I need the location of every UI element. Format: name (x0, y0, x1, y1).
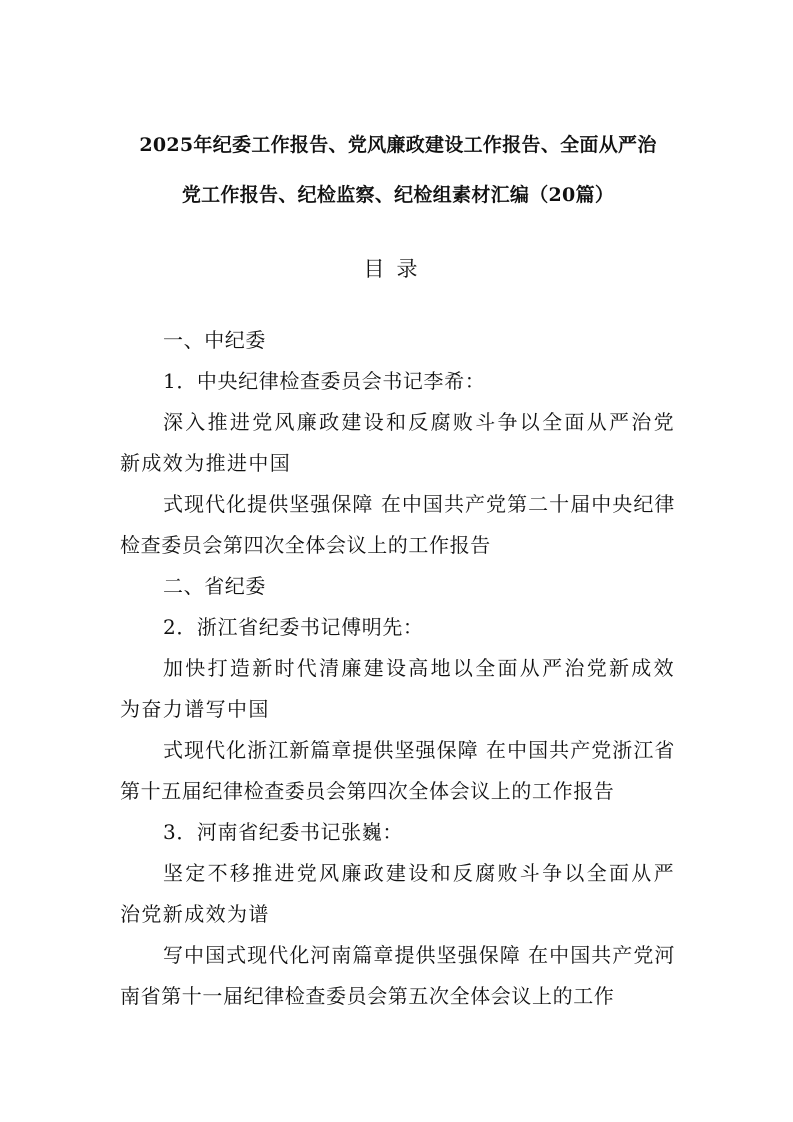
toc-entry-title: 坚定不移推进党风廉政建设和反腐败斗争以全面从严治党新成效为谱 (120, 861, 675, 926)
toc-body (120, 320, 675, 1017)
document-title-line-1: 2025年纪委工作报告、党风廉政建设工作报告、全面从严治 (139, 134, 657, 156)
toc-section-heading: 二、省纪委 (163, 574, 266, 598)
toc-section-heading: 一、中纪委 (163, 328, 266, 352)
toc-entry-number: 1．中央纪律检查委员会书记李希： (163, 369, 486, 393)
toc-entry-title: 加快打造新时代清廉建设高地以全面从严治党新成效为奋力谱写中国 (120, 656, 675, 721)
toc-heading: 目录 (363, 257, 430, 281)
toc-entry-title: 式现代化浙江新篇章提供坚强保障 在中国共产党浙江省第十五届纪律检查委员会第四次全体会议上的工作报告 (120, 738, 675, 803)
document-title-line-2: 党工作报告、纪检监察、纪检组素材汇编（20篇） (181, 184, 615, 206)
toc-entry-title: 写中国式现代化河南篇章提供坚强保障 在中国共产党河南省第十一届纪律检查委员会第五次全体会议上的工作 (120, 943, 675, 1008)
toc-entry-title: 深入推进党风廉政建设和反腐败斗争以全面从严治党新成效为推进中国 (120, 410, 675, 475)
toc-entry-number: 2．浙江省纪委书记傅明先： (163, 615, 424, 639)
toc-entry-number: 3．河南省纪委书记张巍： (163, 820, 403, 844)
toc-entry-title: 式现代化提供坚强保障 在中国共产党第二十届中央纪律检查委员会第四次全体会议上的工作报告 (120, 492, 675, 557)
